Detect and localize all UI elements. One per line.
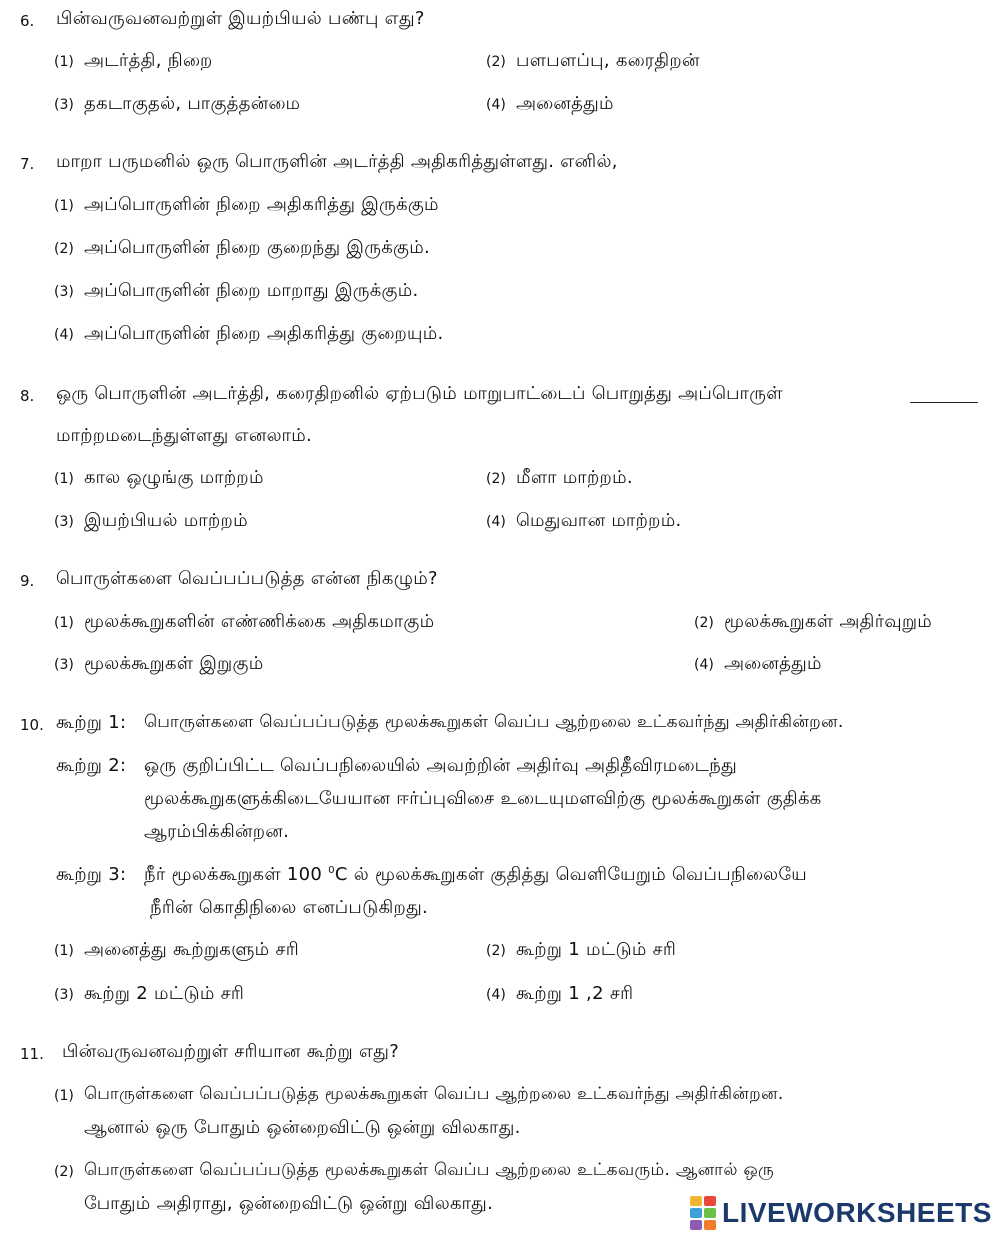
q10-statement3-line2: நீரின் கொதிநிலை எனப்படுகிறது. (150, 897, 429, 918)
q9-opt3-num: (3) (54, 657, 74, 673)
q7-opt4-text: அப்பொருளின் நிறை அதிகரித்து குறையும். (84, 323, 444, 344)
q9-opt3-text: மூலக்கூறுகள் இறுகும் (84, 653, 264, 674)
q6-opt2-text: பளபளப்பு, கரைதிறன் (516, 50, 700, 71)
q11-opt2-line2: போதும் அதிராது, ஒன்றைவிட்டு ஒன்று விலகாது. (84, 1193, 494, 1214)
q10-statement1-label: கூற்று 1: (56, 712, 127, 733)
q6-opt2-num: (2) (486, 54, 506, 70)
q11-number: 11. (20, 1045, 44, 1063)
q9-opt2-num: (2) (694, 615, 714, 631)
q10-opt3-num: (3) (54, 987, 74, 1003)
q10-statement3-line1 (144, 864, 807, 887)
q11-opt1-num: (1) (54, 1088, 74, 1104)
q10-opt2-num: (2) (486, 943, 506, 959)
q6-opt4-num: (4) (486, 97, 506, 113)
q11-opt1-line1: பொருள்களை வெப்பப்படுத்த மூலக்கூறுகள் வெப்ப ஆற்றலை உட்கவர்ந்து அதிர்கின்றன. (84, 1084, 784, 1104)
q11-opt2-num: (2) (54, 1164, 74, 1180)
q7-opt2-text: அப்பொருளின் நிறை குறைந்து இருக்கும். (84, 237, 431, 258)
q7-opt3-num: (3) (54, 284, 74, 300)
q9-opt1-num: (1) (54, 615, 74, 631)
q10-opt3-text: கூற்று 2 மட்டும் சரி (84, 983, 245, 1004)
q6-opt4-text: அனைத்தும் (516, 93, 614, 114)
q7-opt4-num: (4) (54, 327, 74, 343)
q8-opt1-num: (1) (54, 471, 74, 487)
q9-text: பொருள்களை வெப்பப்படுத்த என்ன நிகழும்? (56, 568, 438, 589)
q8-text-line1: ஒரு பொருளின் அடர்த்தி, கரைதிறனில் ஏற்படும் மாறுபாட்டைப் பொறுத்து அப்பொருள் (56, 383, 783, 404)
q8-opt3-text: இயற்பியல் மாற்றம் (84, 510, 248, 531)
q9-opt2-text: மூலக்கூறுகள் அதிர்வுறும் (724, 611, 933, 632)
q8-opt2-text: மீளா மாற்றம். (516, 467, 633, 488)
q6-opt1-num: (1) (54, 54, 74, 70)
q10-opt2-text: கூற்று 1 மட்டும் சரி (516, 939, 677, 960)
q9-number: 9. (20, 572, 35, 590)
q9-opt4-text: அனைத்தும் (724, 653, 822, 674)
q9-opt4-num: (4) (694, 657, 714, 673)
q10-statement2-label: கூற்று 2: (56, 755, 127, 776)
liveworksheets-wordmark: LIVEWORKSHEETS (722, 1197, 992, 1228)
q7-number: 7. (20, 155, 35, 173)
q8-opt2-num: (2) (486, 471, 506, 487)
q7-opt1-text: அப்பொருளின் நிறை அதிகரித்து இருக்கும் (84, 194, 439, 215)
q7-opt1-num: (1) (54, 198, 74, 214)
q8-text-line2: மாற்றமடைந்துள்ளது எனலாம். (56, 425, 313, 446)
q10-opt4-num: (4) (486, 987, 506, 1003)
liveworksheets-logo (690, 1196, 992, 1230)
q8-opt4-text: மெதுவான மாற்றம். (516, 510, 682, 531)
q7-text: மாறா பருமனில் ஒரு பொருளின் அடர்த்தி அதிகரித்துள்ளது. எனில், (56, 151, 618, 172)
q10-statement2-line2: மூலக்கூறுகளுக்கிடையேயான ஈர்ப்புவிசை உடையுமளவிற்கு மூலக்கூறுகள் குதிக்க (144, 788, 822, 809)
q6-number: 6. (20, 12, 35, 30)
q10-opt4-text: கூற்று 1 ,2 சரி (516, 983, 634, 1004)
q10-opt1-text: அனைத்து கூற்றுகளும் சரி (84, 939, 299, 960)
q10-statement3-label: கூற்று 3: (56, 864, 127, 885)
q8-answer-blank[interactable] (910, 402, 978, 403)
q10-opt1-num: (1) (54, 943, 74, 959)
q6-opt3-text: தகடாகுதல், பாகுத்தன்மை (84, 93, 301, 114)
q10-statement3-pre: நீர் மூலக்கூறுகள் 100 (144, 864, 323, 885)
q7-opt3-text: அப்பொருளின் நிறை மாறாது இருக்கும். (84, 280, 419, 301)
q10-statement1-text: பொருள்களை வெப்பப்படுத்த மூலக்கூறுகள் வெப்ப ஆற்றலை உட்கவர்ந்து அதிர்கின்றன. (144, 712, 844, 732)
q6-opt3-num: (3) (54, 97, 74, 113)
q8-opt1-text: கால ஒழுங்கு மாற்றம் (84, 467, 264, 488)
q9-opt1-text: மூலக்கூறுகளின் எண்ணிக்கை அதிகமாகும் (84, 611, 435, 632)
q8-opt3-num: (3) (54, 514, 74, 530)
q10-statement2-line1: ஒரு குறிப்பிட்ட வெப்பநிலையில் அவற்றின் அதிர்வு அதிதீவிரமடைந்து (144, 755, 737, 776)
q7-opt2-num: (2) (54, 241, 74, 257)
q6-text: பின்வருவனவற்றுள் இயற்பியல் பண்பு எது? (56, 8, 425, 29)
degree-superscript: 0 (328, 865, 335, 876)
q10-number: 10. (20, 716, 44, 734)
q11-opt2-line1: பொருள்களை வெப்பப்படுத்த மூலக்கூறுகள் வெப்ப ஆற்றலை உட்கவரும். ஆனால் ஒரு (84, 1160, 775, 1180)
q11-text: பின்வருவனவற்றுள் சரியான கூற்று எது? (62, 1041, 400, 1062)
q10-statement3-post: C ல் மூலக்கூறுகள் குதித்து வெளியேறும் வெப்பநிலையே (334, 864, 807, 885)
liveworksheets-icon (690, 1196, 716, 1230)
q8-number: 8. (20, 387, 35, 405)
q11-opt1-line2: ஆனால் ஒரு போதும் ஒன்றைவிட்டு ஒன்று விலகாது. (84, 1117, 521, 1138)
q6-opt1-text: அடர்த்தி, நிறை (84, 50, 213, 71)
q8-opt4-num: (4) (486, 514, 506, 530)
q10-statement2-line3: ஆரம்பிக்கின்றன. (144, 821, 290, 842)
